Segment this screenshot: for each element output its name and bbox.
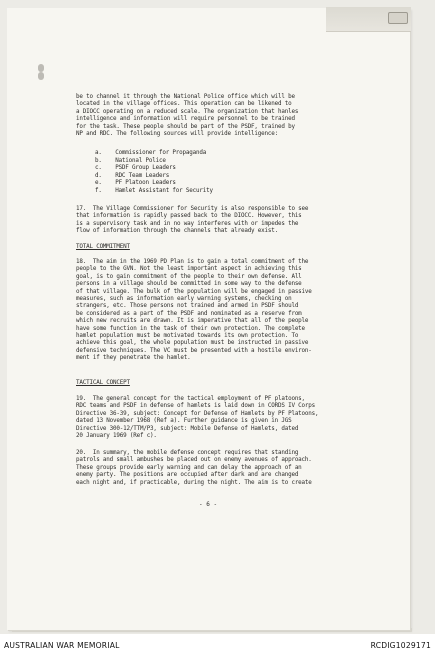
archive-footer — [0, 636, 435, 654]
archive-name: AUSTRALIAN WAR MEMORIAL — [4, 641, 120, 650]
list-item: b. National Police — [95, 157, 166, 164]
punch-hole-mark — [38, 72, 44, 80]
list-item: f. Hamlet Assistant for Security — [95, 187, 213, 194]
intelligence-sources-list — [95, 150, 295, 196]
page-number: - 6 - — [199, 501, 218, 508]
list-item: e. PF Platoon Leaders — [95, 180, 176, 187]
list-item: d. RDC Team Leaders — [95, 172, 170, 179]
heading-total-commitment: TOTAL COMMITMENT — [76, 244, 130, 250]
paragraph-20: 20. In summary, the mobile defense concept requires that standing patrols and small ambushes be placed out on enemy avenues of approach. These groups provide early warning and can delay the approach of an enemy party. The positions are occupied after dark and are changed each night and, if practicable, during the night. The aim is to create — [76, 450, 312, 486]
paragraph-17: 17. The Village Commissioner for Security is also responsible to see that information is rapidly passed back to the DIOCC. However, this is a supervisory task and in no way interferes with or impedes the flow of information through the channels that already exist. — [76, 206, 309, 235]
paragraph-19: 19. The general concept for the tactical employment of PF platoons, RDC teams and PSDF in defense of hamlets is laid down in CORDS IV Corps Directive 36-39, subject: Concept for Defense of Hamlets by PF Platoons, dated 13 November 1968 (Ref a). Further guidance is given in JGS Directive 300-12/TTM/P3, subject: Mobile Defense of Hamlets, dated 20 January 1969 (Ref c). — [76, 396, 319, 440]
punch-hole-mark — [38, 64, 44, 72]
heading-tactical-concept: TACTICAL CONCEPT — [76, 380, 130, 386]
archive-reference: RCDIG1029171 — [370, 641, 431, 650]
paragraph-18: 18. The aim in the 1969 PD Plan is to gain a total commitment of the people to the GVN. Not the least important aspect in achieving this goal, is to gain commitment of the people to their own defense. All persons in a village should be committed in some way to the defense of that village. The bulk of the population will be engaged in passive measures, such as information early warning systems, checking on strangers, etc. Those persons not trained and armed in PSDF should be considered as a part of the PSDF and nominated as a reserve from which new recruits are drawn. It is imperative that all of the people have some function in the task of their own protection. The complete hamlet population must be motivated towards its own protection. To achieve this goal, the whole population must be instructed in passive defensive techniques. The VC must be presented with a hostile environ- ment if they penetrate the hamlet. — [76, 259, 312, 362]
list-item: a. Commissioner for Propaganda — [95, 150, 207, 156]
intro-paragraph: be to channel it through the National Police office which will be located in the village offices. This operation can be likened to a DIOCC operating on a reduced scale. The organization that hanles intelligence and information will require personnel to be trained for the task. These people should be part of the PSDF, trained by NP and RDC. The following sources will provide intelligence: — [76, 94, 299, 138]
list-item: c. PSDF Group Leaders — [95, 165, 176, 172]
paper-clip-icon — [388, 12, 408, 24]
